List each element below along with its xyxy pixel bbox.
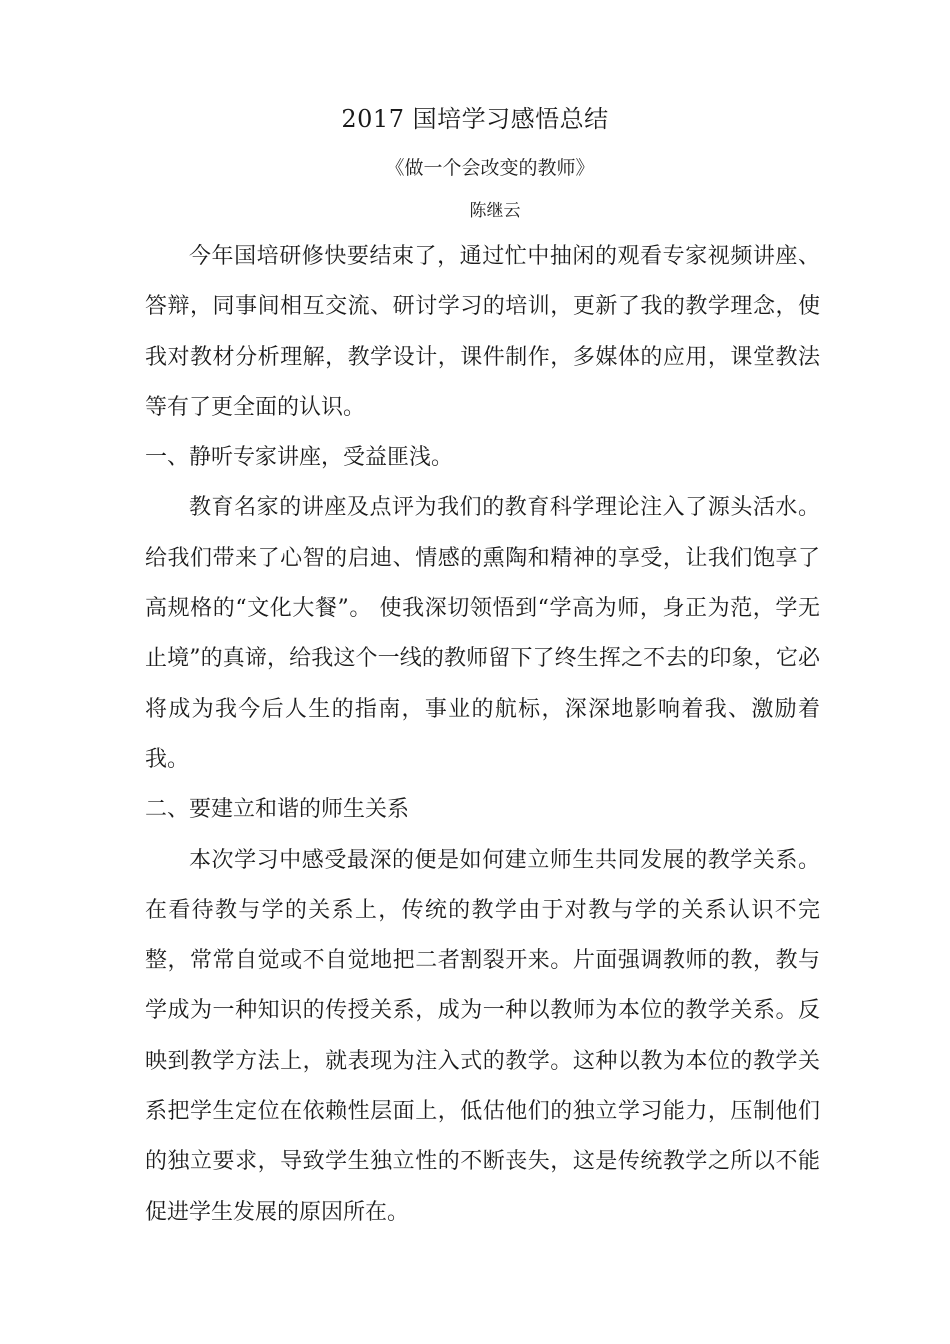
paragraph-section-2: 本次学习中感受最深的便是如何建立师生共同发展的教学关系。在看待教与学的关系上，传统的教学由于对教与学的关系认识不完整，常常自觉或不自觉地把二者割裂开来。片面强调教师的教，教与学成为一种知识的传授关系，成为一种以教师为本位的教学关系。反映到教学方法上，就表现为注入式的教学。这种以教为本位的教学关系把学生定位在依赖性层面上，低估他们的独立学习能力，压制他们的独立要求，导致学生独立性的不断丧失，这是传统教学之所以不能促进学生发展的原因所在。	[145, 847, 820, 1225]
document-author: 陈继云	[469, 201, 521, 221]
paragraph-section-1: 教育名家的讲座及点评为我们的教育科学理论注入了源头活水。给我们带来了心智的启迪、情感的熏陶和精神的享受，让我们饱享了高规格的“文化大餐”。 使我深切领悟到“学高为师，身正为范，学无止境”的真谛，给我这个一线的教师留下了终生挥之不去的印象，它必将成为我今后人生的指南，事业的航标，深深地影响着我、激励着我。	[145, 495, 820, 772]
section-heading-2: 二、要建立和谐的师生关系	[145, 797, 410, 823]
document-subtitle: 《做一个会改变的教师》	[385, 157, 595, 179]
document-body	[145, 232, 820, 1238]
document-title: 2017 国培学习感悟总结	[341, 105, 609, 133]
section-heading-1: 一、静听专家讲座，受益匪浅。	[145, 445, 454, 471]
paragraph-intro: 今年国培研修快要结束了，通过忙中抽闲的观看专家视频讲座、答辩，同事间相互交流、研讨学习的培训，更新了我的教学理念，使我对教材分析理解，教学设计，课件制作，多媒体的应用，课堂教法等有了更全面的认识。	[145, 244, 820, 420]
